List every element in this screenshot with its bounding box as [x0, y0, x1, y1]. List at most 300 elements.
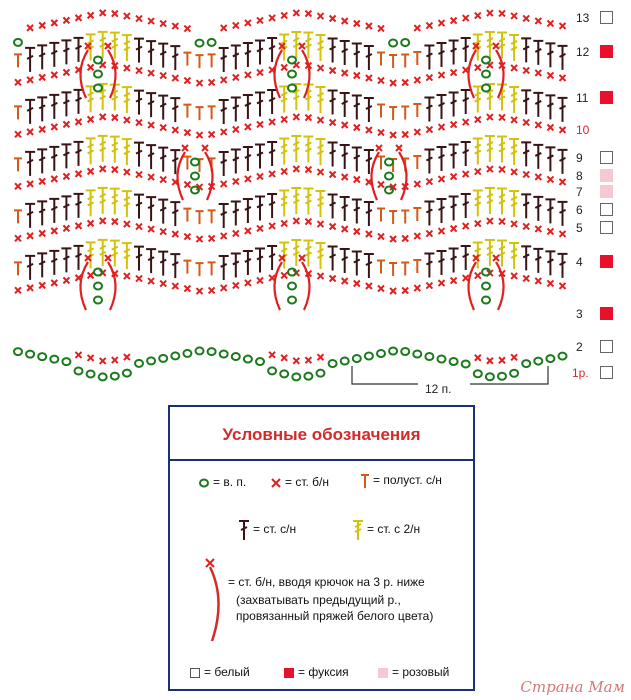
- single-crochet-mark: [547, 124, 553, 130]
- single-crochet-mark: [136, 276, 142, 282]
- single-crochet-mark: [39, 178, 45, 184]
- single-crochet-mark: [463, 223, 469, 229]
- dc-mark: [424, 150, 434, 174]
- tr-mark: [98, 188, 108, 214]
- single-crochet-mark: [451, 70, 457, 76]
- single-crochet-mark: [366, 75, 372, 81]
- legend-pink-text: = розовый: [392, 665, 450, 679]
- single-crochet-mark: [245, 280, 251, 286]
- chain-mark: [50, 356, 58, 363]
- single-crochet-mark: [511, 354, 517, 360]
- dc-mark: [352, 96, 362, 120]
- single-crochet-mark: [378, 181, 384, 187]
- row-color-swatch: [600, 255, 613, 268]
- single-crochet-mark: [426, 231, 432, 237]
- tr-mark: [509, 35, 519, 61]
- chain-mark: [280, 370, 288, 377]
- single-crochet-mark: [451, 278, 457, 284]
- dc-mark: [267, 194, 277, 218]
- dc-mark: [243, 251, 253, 275]
- dc-mark: [461, 194, 471, 218]
- single-crochet-mark: [342, 70, 348, 76]
- fuchsia-swatch-icon: [284, 668, 294, 678]
- single-crochet-mark: [305, 11, 311, 17]
- single-crochet-mark: [451, 18, 457, 24]
- dc-mark: [352, 148, 362, 172]
- single-crochet-mark: [299, 255, 305, 261]
- dc-mark: [437, 95, 447, 119]
- legend-fuchsia-text: = фуксия: [298, 665, 349, 679]
- single-crochet-mark: [257, 121, 263, 127]
- single-crochet-mark: [281, 168, 287, 174]
- row-label: 5: [576, 221, 583, 235]
- chain-mark: [292, 373, 300, 380]
- single-crochet-mark: [148, 174, 154, 180]
- single-crochet-mark: [100, 114, 106, 120]
- dc-mark: [134, 39, 144, 63]
- single-crochet-mark: [560, 23, 566, 29]
- single-crochet-mark: [535, 70, 541, 76]
- chain-mark: [482, 297, 490, 304]
- dc-mark: [449, 145, 459, 169]
- dc-mark: [267, 142, 277, 166]
- chain-mark: [474, 370, 482, 377]
- single-crochet-mark: [305, 219, 311, 225]
- dc-mark: [37, 45, 47, 69]
- single-crochet-mark: [76, 223, 82, 229]
- single-crochet-mark: [354, 125, 360, 131]
- dc-mark: [545, 43, 555, 67]
- single-crochet-mark: [269, 119, 275, 125]
- tr-mark: [86, 190, 96, 216]
- chain-mark: [123, 370, 131, 377]
- chain-mark: [559, 353, 567, 360]
- single-crochet-mark: [426, 283, 432, 289]
- single-crochet-mark: [221, 25, 227, 31]
- row-label: 7: [576, 185, 583, 199]
- single-crochet-mark: [136, 120, 142, 126]
- legend-spike-text-2: (захватывать предыдущий р.,: [236, 593, 401, 607]
- single-crochet-mark: [376, 145, 382, 151]
- tr-mark: [303, 189, 313, 215]
- spike-stitch-mark: [177, 152, 185, 200]
- chain-mark: [94, 297, 102, 304]
- dc-mark: [424, 202, 434, 226]
- dc-mark: [424, 254, 434, 278]
- row-label: 1р.: [572, 366, 589, 380]
- dc-mark: [146, 93, 156, 117]
- hdc-mark: [183, 261, 191, 274]
- single-crochet-mark: [100, 10, 106, 16]
- hdc-mark: [401, 211, 409, 224]
- single-crochet-mark: [330, 224, 336, 230]
- single-crochet-mark: [523, 119, 529, 125]
- dc-mark: [134, 91, 144, 115]
- single-crochet-mark: [233, 126, 239, 132]
- dc-mark: [364, 98, 374, 122]
- dc-mark: [158, 200, 168, 224]
- single-crochet-mark: [39, 74, 45, 80]
- tr-mark: [473, 139, 483, 165]
- dc-mark: [146, 145, 156, 169]
- hdc-mark: [413, 260, 421, 273]
- dc-mark: [25, 100, 35, 124]
- single-crochet-mark: [487, 114, 493, 120]
- tr-mark: [316, 139, 326, 165]
- legend-fuchsia: [284, 665, 349, 679]
- single-crochet-mark: [88, 12, 94, 18]
- single-crochet-mark: [499, 357, 505, 363]
- chain-mark: [385, 173, 393, 180]
- dc-mark: [219, 204, 229, 228]
- dc-mark: [49, 43, 59, 67]
- single-crochet-mark: [390, 132, 396, 138]
- dc-mark: [243, 199, 253, 223]
- repeat-label: 12 п.: [425, 382, 452, 396]
- tr-mark: [473, 87, 483, 113]
- hdc-mark: [377, 52, 385, 65]
- chain-mark: [401, 39, 409, 46]
- single-crochet-mark: [511, 65, 517, 71]
- row-label: 8: [576, 169, 583, 183]
- single-crochet-mark: [172, 283, 178, 289]
- chain-mark: [256, 358, 264, 365]
- dc-mark: [219, 100, 229, 124]
- row-label: 10: [576, 123, 590, 137]
- chain-mark: [385, 187, 393, 194]
- hdc-mark: [389, 107, 397, 120]
- single-crochet-mark: [197, 132, 203, 138]
- row-color-swatch: [600, 169, 613, 182]
- single-crochet-mark: [233, 74, 239, 80]
- single-crochet-mark: [124, 354, 130, 360]
- tr-mark: [316, 35, 326, 61]
- single-crochet-mark: [378, 77, 384, 83]
- single-crochet-mark: [76, 119, 82, 125]
- chain-mark: [288, 297, 296, 304]
- hdc-mark: [208, 106, 216, 119]
- single-crochet-mark: [560, 75, 566, 81]
- single-crochet-mark: [221, 129, 227, 135]
- single-crochet-mark: [487, 166, 493, 172]
- single-crochet-mark: [439, 228, 445, 234]
- dc-mark: [437, 43, 447, 67]
- hdc-mark: [377, 260, 385, 273]
- chain-mark: [208, 348, 216, 355]
- dc-mark: [25, 152, 35, 176]
- single-crochet-mark: [523, 67, 529, 73]
- row-label: 6: [576, 203, 583, 217]
- chain-mark: [522, 360, 530, 367]
- single-crochet-mark: [63, 17, 69, 23]
- spike-stitch-mark: [468, 262, 476, 310]
- dc-mark: [558, 202, 568, 226]
- chain-mark: [288, 71, 296, 78]
- single-crochet-mark: [293, 358, 299, 364]
- dc-mark: [449, 249, 459, 273]
- single-crochet-mark: [160, 229, 166, 235]
- dc-mark: [449, 197, 459, 221]
- single-crochet-mark: [269, 352, 275, 358]
- single-crochet-mark: [269, 223, 275, 229]
- single-crochet-mark: [15, 287, 21, 293]
- spike-stitch-mark: [274, 262, 282, 310]
- dc-mark: [558, 254, 568, 278]
- single-crochet-mark: [88, 272, 94, 278]
- single-crochet-mark: [402, 80, 408, 86]
- single-crochet-mark: [475, 169, 481, 175]
- single-crochet-mark: [15, 183, 21, 189]
- hdc-mark: [413, 208, 421, 221]
- legend-chain-text: = в. п.: [213, 475, 247, 489]
- hdc-mark: [196, 55, 204, 68]
- single-crochet-mark: [105, 43, 111, 49]
- chain-mark: [329, 360, 337, 367]
- single-crochet-mark: [396, 145, 402, 151]
- single-crochet-mark: [160, 73, 166, 79]
- row-label: 2: [576, 340, 583, 354]
- single-crochet-mark: [221, 181, 227, 187]
- dc-mark: [74, 194, 84, 218]
- single-crochet-mark: [124, 169, 130, 175]
- chain-mark: [546, 355, 554, 362]
- single-crochet-mark: [426, 23, 432, 29]
- single-crochet-mark: [475, 13, 481, 19]
- dc-mark: [49, 251, 59, 275]
- chain-mark: [196, 347, 204, 354]
- single-crochet-mark: [136, 172, 142, 178]
- hdc-mark: [183, 53, 191, 66]
- single-crochet-mark: [124, 65, 130, 71]
- dc-mark: [255, 40, 265, 64]
- single-crochet-mark: [293, 218, 299, 224]
- dc-mark: [158, 252, 168, 276]
- single-crochet-mark: [535, 226, 541, 232]
- single-crochet-mark: [202, 145, 208, 151]
- row-label: 9: [576, 151, 583, 165]
- single-crochet-mark: [475, 221, 481, 227]
- single-crochet-mark: [112, 219, 118, 225]
- chain-mark: [159, 355, 167, 362]
- dc-mark: [328, 91, 338, 115]
- single-crochet-mark: [51, 72, 57, 78]
- dc-mark: [521, 194, 531, 218]
- hdc-mark: [401, 107, 409, 120]
- row-color-swatch: [600, 185, 613, 198]
- dc-mark: [424, 98, 434, 122]
- single-crochet-mark: [318, 65, 324, 71]
- tr-mark: [303, 137, 313, 163]
- dc-mark: [134, 195, 144, 219]
- single-crochet-mark: [439, 124, 445, 130]
- single-crochet-mark: [560, 179, 566, 185]
- dc-mark: [461, 142, 471, 166]
- single-crochet-mark: [105, 255, 111, 261]
- dc-mark: [25, 204, 35, 228]
- single-crochet-mark: [378, 25, 384, 31]
- chain-mark: [99, 373, 107, 380]
- dc-mark: [267, 38, 277, 62]
- tr-mark: [485, 240, 495, 266]
- dc-mark: [340, 145, 350, 169]
- single-crochet-mark: [511, 169, 517, 175]
- single-crochet-mark: [414, 233, 420, 239]
- hdc-mark: [208, 262, 216, 275]
- tr-mark: [509, 191, 519, 217]
- hdc-mark: [14, 158, 22, 171]
- hdc-mark: [14, 210, 22, 223]
- hdc-mark: [14, 54, 22, 67]
- single-crochet-mark: [148, 18, 154, 24]
- chain-mark: [196, 40, 204, 47]
- dc-mark: [61, 248, 71, 272]
- dc-mark: [545, 95, 555, 119]
- single-crochet-mark: [499, 10, 505, 16]
- single-crochet-mark: [560, 283, 566, 289]
- single-crochet-mark: [63, 69, 69, 75]
- dc-mark: [437, 147, 447, 171]
- row-label: 4: [576, 255, 583, 269]
- dc-mark: [219, 152, 229, 176]
- tr-mark: [122, 35, 132, 61]
- single-crochet-mark: [100, 218, 106, 224]
- chain-mark: [232, 353, 240, 360]
- dc-mark: [37, 149, 47, 173]
- dc-mark: [545, 147, 555, 171]
- tr-mark: [291, 136, 301, 162]
- tr-mark: [279, 138, 289, 164]
- single-crochet-mark: [269, 171, 275, 177]
- single-crochet-mark: [27, 77, 33, 83]
- single-crochet-mark: [172, 127, 178, 133]
- chain-mark: [341, 357, 349, 364]
- single-crochet-mark: [451, 174, 457, 180]
- chain-mark: [94, 283, 102, 290]
- dc-mark: [533, 145, 543, 169]
- single-crochet-mark: [184, 78, 190, 84]
- chain-mark: [208, 39, 216, 46]
- single-crochet-mark: [366, 23, 372, 29]
- single-crochet-mark: [330, 120, 336, 126]
- legend-white-text: = белый: [204, 665, 250, 679]
- single-crochet-mark: [197, 236, 203, 242]
- single-crochet-mark: [245, 20, 251, 26]
- chain-mark: [14, 39, 22, 46]
- legend-hdc: [360, 473, 442, 489]
- single-crochet-mark: [511, 273, 517, 279]
- single-crochet-mark: [378, 233, 384, 239]
- single-crochet-mark: [318, 13, 324, 19]
- single-crochet-mark: [366, 231, 372, 237]
- single-crochet-mark: [463, 275, 469, 281]
- single-crochet-mark: [281, 12, 287, 18]
- tr-mark: [497, 240, 507, 266]
- single-crochet-mark: [451, 226, 457, 232]
- row-color-swatch: [600, 340, 613, 353]
- hdc-mark: [377, 156, 385, 169]
- single-crochet-mark: [245, 124, 251, 130]
- tr-mark: [110, 137, 120, 163]
- dc-mark: [158, 96, 168, 120]
- single-crochet-mark: [390, 236, 396, 242]
- single-crochet-mark: [27, 285, 33, 291]
- dc-mark: [558, 46, 568, 70]
- single-crochet-mark: [293, 114, 299, 120]
- dc-mark: [25, 256, 35, 280]
- chain-mark: [450, 358, 458, 365]
- tr-mark: [98, 240, 108, 266]
- single-crochet-mark: [402, 236, 408, 242]
- single-crochet-mark: [209, 79, 215, 85]
- single-crochet-mark: [76, 352, 82, 358]
- single-crochet-mark: [15, 235, 21, 241]
- single-crochet-mark: [184, 26, 190, 32]
- chain-mark: [135, 360, 143, 367]
- dc-mark: [243, 95, 253, 119]
- hdc-mark: [183, 209, 191, 222]
- single-crochet-mark: [293, 10, 299, 16]
- chain-mark: [353, 355, 361, 362]
- single-crochet-mark: [378, 129, 384, 135]
- hdc-mark: [377, 208, 385, 221]
- hdc-mark: [389, 211, 397, 224]
- hdc-mark: [413, 156, 421, 169]
- single-crochet-mark: [463, 171, 469, 177]
- spike-stitch-mark: [108, 262, 116, 310]
- dc-mark: [521, 246, 531, 270]
- single-crochet-mark: [414, 129, 420, 135]
- single-crochet-mark: [487, 358, 493, 364]
- single-crochet-mark: [184, 130, 190, 136]
- single-crochet-mark: [245, 176, 251, 182]
- treble-crochet-icon: [352, 519, 364, 541]
- chain-mark: [482, 71, 490, 78]
- chain-mark: [94, 85, 102, 92]
- single-crochet-mark: [112, 115, 118, 121]
- single-crochet-mark: [51, 20, 57, 26]
- dc-mark: [49, 147, 59, 171]
- single-crochet-mark: [257, 277, 263, 283]
- single-crochet-mark: [535, 278, 541, 284]
- hdc-mark: [389, 263, 397, 276]
- watermark: Страна Мам: [520, 678, 625, 696]
- dc-mark: [74, 90, 84, 114]
- single-crochet-mark: [39, 22, 45, 28]
- dc-mark: [170, 98, 180, 122]
- dc-mark: [340, 197, 350, 221]
- chain-mark: [401, 348, 409, 355]
- single-crochet-mark: [402, 288, 408, 294]
- dc-mark: [533, 93, 543, 117]
- single-crochet-mark: [305, 167, 311, 173]
- hdc-mark: [413, 52, 421, 65]
- single-crochet-mark: [354, 177, 360, 183]
- dc-mark: [61, 196, 71, 220]
- legend-chain: [198, 475, 246, 489]
- tr-mark: [122, 139, 132, 165]
- single-crochet-mark: [493, 255, 499, 261]
- single-crochet-mark: [39, 126, 45, 132]
- single-crochet-mark: [209, 287, 215, 293]
- dc-mark: [267, 246, 277, 270]
- single-crochet-mark: [160, 281, 166, 287]
- dc-mark: [146, 249, 156, 273]
- tr-mark: [291, 240, 301, 266]
- single-crochet-mark: [342, 226, 348, 232]
- legend-white: [190, 665, 250, 679]
- chain-mark: [94, 71, 102, 78]
- tr-mark: [122, 87, 132, 113]
